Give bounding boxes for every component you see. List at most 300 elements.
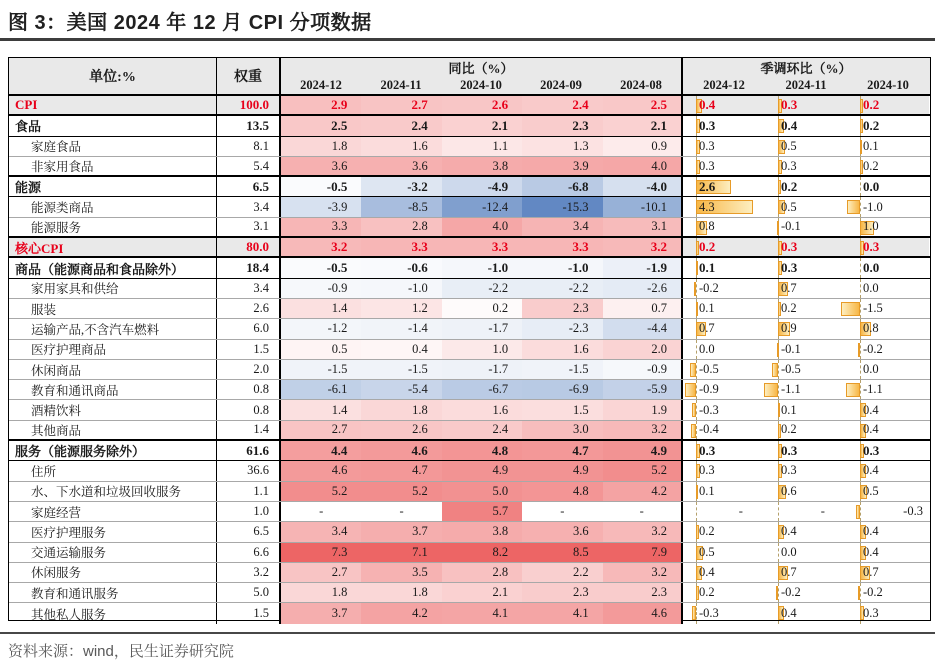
- yoy-heat-cell: 3.6: [522, 522, 602, 541]
- table-row: [9, 96, 930, 116]
- mom-bar-cell: [847, 603, 929, 623]
- yoy-heat-cell: 1.4: [281, 400, 361, 419]
- row-label: CPI: [9, 96, 217, 114]
- mom-value: 0.4: [862, 524, 879, 539]
- yoy-heat-cell: 4.6: [603, 603, 683, 623]
- mom-value: 0.4: [780, 117, 798, 133]
- weight-value: 0.8: [217, 400, 281, 419]
- yoy-heat-cell: 1.2: [361, 299, 441, 318]
- yoy-heat-cell: 7.1: [361, 543, 441, 562]
- yoy-heat-cell: 3.8: [442, 157, 522, 175]
- mom-bar-cell: [683, 502, 765, 521]
- mom-bar-cell: [683, 197, 765, 216]
- mom-bar-cell: [847, 177, 929, 196]
- bar-axis-line: [860, 258, 861, 277]
- mom-value: 0.6: [780, 483, 797, 498]
- mom-bar-cell: [847, 258, 929, 277]
- table-row: [9, 461, 930, 481]
- source-divider-line: [0, 632, 935, 634]
- yoy-heat-cell: -12.4: [442, 197, 522, 216]
- column-header-month: 2024-09: [540, 77, 582, 92]
- mom-bar-cell: [683, 360, 765, 379]
- yoy-heat-cell: 2.3: [522, 116, 602, 135]
- yoy-heat-cell: 1.4: [281, 299, 361, 318]
- data-bar: [777, 221, 779, 235]
- weight-value: 3.1: [217, 218, 281, 236]
- row-label: 教育和通讯服务: [9, 583, 217, 602]
- weight-value: 18.4: [217, 258, 281, 277]
- mom-bar-cell: [847, 340, 929, 359]
- yoy-heat-cell: 1.9: [603, 400, 683, 419]
- yoy-heat-cell: 4.6: [281, 461, 361, 480]
- mom-value: -0.9: [698, 382, 719, 397]
- yoy-heat-cell: 5.2: [603, 461, 683, 480]
- yoy-heat-cell: 8.5: [522, 543, 602, 562]
- data-bar: [858, 343, 861, 357]
- table-header: [9, 58, 930, 96]
- data-bar: [846, 383, 861, 397]
- figure-title: 图 3：美国 2024 年 12 月 CPI 分项数据: [8, 12, 372, 34]
- yoy-heat-cell: 1.6: [442, 400, 522, 419]
- yoy-heat-cell: 2.1: [442, 583, 522, 602]
- yoy-header-group: [281, 58, 683, 94]
- yoy-heat-cell: 4.9: [442, 461, 522, 480]
- yoy-heat-cell: -1.0: [522, 258, 602, 277]
- row-label: 其他商品: [9, 421, 217, 439]
- yoy-heat-cell: 3.2: [281, 238, 361, 256]
- yoy-heat-cell: 7.9: [603, 543, 683, 562]
- mom-bar-cell: [765, 522, 847, 541]
- row-label: 教育和通讯商品: [9, 380, 217, 399]
- mom-bar-cell: [847, 157, 929, 175]
- weight-value: 80.0: [217, 238, 281, 256]
- mom-value: 0.0: [862, 178, 880, 194]
- table-row: [9, 543, 930, 563]
- table-row: [9, 482, 930, 502]
- row-label: 其他私人服务: [9, 603, 217, 623]
- mom-month-row: [683, 76, 929, 94]
- yoy-heat-cell: 1.1: [442, 137, 522, 156]
- table-row: [9, 279, 930, 299]
- bar-axis-line: [860, 279, 861, 298]
- mom-value: 0.4: [698, 97, 716, 113]
- yoy-heat-cell: 4.4: [281, 441, 361, 460]
- mom-bar-cell: [765, 583, 847, 602]
- mom-bar-cell: [765, 421, 847, 439]
- data-bar: [691, 424, 696, 438]
- table-row: [9, 137, 930, 157]
- mom-value: 0.7: [780, 280, 797, 295]
- data-bar: [685, 383, 697, 397]
- mom-value: 0.1: [780, 402, 797, 417]
- mom-bar-cell: [847, 299, 929, 318]
- mom-value: -0.3: [698, 402, 719, 417]
- yoy-heat-cell: -6.9: [522, 380, 602, 399]
- mom-bar-cell: [765, 482, 847, 501]
- mom-bar-cell: [847, 441, 929, 460]
- yoy-heat-cell: 0.9: [603, 137, 683, 156]
- yoy-heat-cell: 5.2: [281, 482, 361, 501]
- yoy-heat-cell: -5.9: [603, 380, 683, 399]
- mom-value: 0.2: [698, 585, 715, 600]
- table-row: [9, 502, 930, 522]
- mom-bar-cell: [847, 522, 929, 541]
- yoy-heat-cell: 4.8: [442, 441, 522, 460]
- bar-axis-line: [696, 502, 697, 521]
- yoy-heat-cell: 4.6: [361, 441, 441, 460]
- yoy-heat-cell: 5.0: [442, 482, 522, 501]
- mom-value: -1.5: [862, 301, 883, 316]
- mom-value: 0.3: [862, 239, 880, 255]
- mom-value: -0.3: [698, 606, 719, 621]
- mom-bar-cell: [683, 583, 765, 602]
- mom-value: -0.2: [862, 585, 883, 600]
- weight-value: 3.4: [217, 197, 281, 216]
- mom-value: -0.3: [903, 504, 923, 519]
- yoy-heat-cell: 7.3: [281, 543, 361, 562]
- mom-value: -: [738, 504, 743, 519]
- yoy-heat-cell: -3.9: [281, 197, 361, 216]
- mom-bar-cell: [765, 563, 847, 582]
- table-row: [9, 299, 930, 319]
- mom-value: 0.4: [698, 564, 715, 579]
- table-row: [9, 522, 930, 542]
- yoy-heat-cell: -: [361, 502, 441, 521]
- column-header-month: 2024-12: [703, 77, 745, 92]
- yoy-heat-cell: -5.4: [361, 380, 441, 399]
- mom-bar-cell: [765, 502, 847, 521]
- yoy-heat-cell: 1.0: [442, 340, 522, 359]
- mom-value: 0.2: [698, 239, 716, 255]
- yoy-heat-cell: 5.7: [442, 502, 522, 521]
- yoy-heat-cell: 2.5: [281, 116, 361, 135]
- yoy-heat-cell: -1.0: [361, 279, 441, 298]
- table-row: [9, 441, 930, 461]
- mom-bar-cell: [683, 157, 765, 175]
- mom-bar-cell: [765, 218, 847, 236]
- mom-bar-cell: [683, 461, 765, 480]
- yoy-heat-cell: 1.6: [522, 340, 602, 359]
- yoy-heat-cell: 1.6: [361, 137, 441, 156]
- mom-header-group: [683, 58, 929, 94]
- yoy-heat-cell: -2.2: [522, 279, 602, 298]
- title-divider-line: [0, 38, 935, 41]
- weight-value: 5.4: [217, 157, 281, 175]
- data-bar: [764, 383, 779, 397]
- yoy-heat-cell: 3.6: [281, 157, 361, 175]
- column-header-month: 2024-10: [867, 77, 909, 92]
- mom-value: -0.2: [780, 585, 801, 600]
- mom-bar-cell: [683, 238, 765, 256]
- yoy-heat-cell: 1.8: [361, 400, 441, 419]
- yoy-heat-cell: -1.7: [442, 360, 522, 379]
- yoy-heat-cell: -6.7: [442, 380, 522, 399]
- table-row: [9, 116, 930, 136]
- yoy-heat-cell: 3.5: [361, 563, 441, 582]
- yoy-heat-cell: 2.6: [361, 421, 441, 439]
- mom-bar-cell: [683, 340, 765, 359]
- yoy-heat-cell: -2.2: [442, 279, 522, 298]
- weight-value: 2.6: [217, 299, 281, 318]
- weight-value: 3.4: [217, 279, 281, 298]
- weight-value: 36.6: [217, 461, 281, 480]
- row-label: 能源类商品: [9, 197, 217, 216]
- bar-axis-line: [778, 502, 779, 521]
- mom-value: 0.2: [780, 178, 798, 194]
- table-body: [9, 96, 930, 624]
- mom-bar-cell: [683, 522, 765, 541]
- yoy-heat-cell: 2.2: [522, 563, 602, 582]
- mom-value: 0.3: [780, 158, 797, 173]
- yoy-heat-cell: -1.4: [361, 319, 441, 338]
- mom-value: -0.2: [862, 341, 883, 356]
- mom-value: -1.1: [780, 382, 801, 397]
- mom-value: 0.1: [698, 483, 715, 498]
- table-row: [9, 218, 930, 238]
- mom-bar-cell: [765, 461, 847, 480]
- row-label: 水、下水道和垃圾回收服务: [9, 482, 217, 501]
- mom-value: 0.0: [862, 280, 879, 295]
- yoy-heat-cell: -1.5: [361, 360, 441, 379]
- yoy-heat-cell: 4.7: [361, 461, 441, 480]
- weight-value: 1.0: [217, 502, 281, 521]
- mom-bar-cell: [765, 279, 847, 298]
- mom-bar-cell: [683, 116, 765, 135]
- column-header-month: 2024-11: [785, 77, 827, 92]
- yoy-heat-cell: 2.7: [281, 563, 361, 582]
- mom-bar-cell: [847, 563, 929, 582]
- mom-value: 0.4: [862, 402, 879, 417]
- yoy-heat-cell: 3.4: [281, 522, 361, 541]
- mom-value: 0.8: [862, 321, 879, 336]
- mom-bar-cell: [765, 137, 847, 156]
- yoy-heat-cell: 2.4: [442, 421, 522, 439]
- mom-bar-cell: [765, 360, 847, 379]
- mom-value: -0.1: [780, 219, 801, 234]
- table-row: [9, 380, 930, 400]
- table-row: [9, 238, 930, 258]
- mom-value: 0.3: [780, 260, 798, 276]
- mom-value: 0.3: [780, 97, 798, 113]
- mom-value: 0.3: [698, 117, 716, 133]
- mom-value: 0.3: [780, 463, 797, 478]
- yoy-heat-cell: 2.8: [442, 563, 522, 582]
- mom-value: 0.1: [698, 260, 716, 276]
- yoy-heat-cell: 4.1: [522, 603, 602, 623]
- mom-bar-cell: [765, 603, 847, 623]
- yoy-heat-cell: -0.5: [281, 258, 361, 277]
- table-row: [9, 197, 930, 217]
- row-label: 非家用食品: [9, 157, 217, 175]
- mom-value: 0.1: [698, 301, 715, 316]
- weight-value: 0.8: [217, 380, 281, 399]
- row-label: 核心CPI: [9, 238, 217, 256]
- weight-value: 13.5: [217, 116, 281, 135]
- data-bar: [841, 302, 861, 316]
- weight-value: 5.0: [217, 583, 281, 602]
- data-bar: [690, 363, 697, 377]
- yoy-heat-cell: 2.9: [281, 96, 361, 114]
- yoy-heat-cell: 3.6: [361, 157, 441, 175]
- weight-value: 6.6: [217, 543, 281, 562]
- data-bar: [692, 403, 696, 417]
- bar-axis-line: [696, 340, 697, 359]
- yoy-heat-cell: -: [281, 502, 361, 521]
- mom-value: 0.1: [862, 138, 879, 153]
- yoy-heat-cell: 1.8: [281, 137, 361, 156]
- yoy-heat-cell: 0.7: [603, 299, 683, 318]
- yoy-heat-cell: 4.9: [522, 461, 602, 480]
- weight-value: 6.5: [217, 522, 281, 541]
- yoy-heat-cell: -4.4: [603, 319, 683, 338]
- mom-bar-cell: [847, 319, 929, 338]
- yoy-heat-cell: -6.8: [522, 177, 602, 196]
- mom-bar-cell: [847, 400, 929, 419]
- yoy-heat-cell: 4.2: [361, 603, 441, 623]
- row-label: 医疗护理商品: [9, 340, 217, 359]
- table-row: [9, 583, 930, 603]
- row-label: 休闲商品: [9, 360, 217, 379]
- mom-value: 0.3: [780, 239, 798, 255]
- yoy-heat-cell: 4.2: [603, 482, 683, 501]
- mom-bar-cell: [765, 258, 847, 277]
- mom-bar-cell: [683, 400, 765, 419]
- mom-bar-cell: [765, 400, 847, 419]
- yoy-heat-cell: 3.7: [281, 603, 361, 623]
- row-label: 休闲服务: [9, 563, 217, 582]
- mom-value: 1.0: [862, 219, 879, 234]
- mom-bar-cell: [683, 603, 765, 623]
- mom-bar-cell: [765, 380, 847, 399]
- mom-bar-cell: [683, 543, 765, 562]
- mom-bar-cell: [683, 137, 765, 156]
- yoy-heat-cell: 1.5: [522, 400, 602, 419]
- mom-value: -0.2: [698, 280, 719, 295]
- row-label: 能源: [9, 177, 217, 196]
- mom-value: 0.5: [780, 138, 797, 153]
- mom-bar-cell: [847, 380, 929, 399]
- weight-value: 3.2: [217, 563, 281, 582]
- table-row: [9, 157, 930, 177]
- yoy-heat-cell: 2.7: [281, 421, 361, 439]
- yoy-heat-cell: -3.2: [361, 177, 441, 196]
- yoy-heat-cell: 4.0: [442, 218, 522, 236]
- mom-bar-cell: [847, 279, 929, 298]
- mom-bar-cell: [847, 238, 929, 256]
- mom-bar-cell: [765, 340, 847, 359]
- row-label: 交通运输服务: [9, 543, 217, 562]
- yoy-heat-cell: 2.3: [603, 583, 683, 602]
- mom-bar-cell: [847, 218, 929, 236]
- mom-bar-cell: [847, 197, 929, 216]
- yoy-heat-cell: 4.9: [603, 441, 683, 460]
- row-label: 服务（能源服务除外）: [9, 441, 217, 460]
- bar-axis-line: [860, 360, 861, 379]
- data-bar: [858, 586, 861, 600]
- yoy-heat-cell: 3.3: [361, 238, 441, 256]
- yoy-heat-cell: 1.8: [281, 583, 361, 602]
- row-label: 家庭经营: [9, 502, 217, 521]
- mom-bar-cell: [765, 299, 847, 318]
- yoy-heat-cell: -0.5: [281, 177, 361, 196]
- data-bar: [776, 586, 779, 600]
- mom-value: 0.3: [862, 442, 880, 458]
- data-bar: [847, 200, 860, 214]
- mom-bar-cell: [683, 258, 765, 277]
- mom-bar-cell: [683, 563, 765, 582]
- yoy-month-row: [281, 76, 681, 94]
- mom-value: 0.7: [862, 564, 879, 579]
- yoy-heat-cell: -8.5: [361, 197, 441, 216]
- mom-value: 0.2: [862, 158, 879, 173]
- yoy-heat-cell: 5.2: [361, 482, 441, 501]
- mom-value: 0.2: [780, 422, 797, 437]
- mom-bar-cell: [847, 502, 929, 521]
- yoy-heat-cell: 0.5: [281, 340, 361, 359]
- yoy-heat-cell: 2.7: [361, 96, 441, 114]
- yoy-heat-cell: 3.8: [442, 522, 522, 541]
- yoy-heat-cell: -4.0: [603, 177, 683, 196]
- column-header-month: 2024-12: [300, 77, 342, 92]
- yoy-heat-cell: 3.3: [442, 238, 522, 256]
- yoy-heat-cell: -1.5: [522, 360, 602, 379]
- yoy-heat-cell: 2.3: [522, 583, 602, 602]
- yoy-heat-cell: 8.2: [442, 543, 522, 562]
- mom-value: 0.0: [698, 341, 715, 356]
- yoy-heat-cell: 2.6: [442, 96, 522, 114]
- mom-value: 0.0: [862, 362, 879, 376]
- yoy-heat-cell: 3.2: [603, 563, 683, 582]
- mom-value: 0.3: [698, 442, 716, 458]
- mom-value: 0.5: [862, 483, 879, 498]
- row-label: 商品（能源商品和食品除外）: [9, 258, 217, 277]
- mom-bar-cell: [683, 218, 765, 236]
- table-row: [9, 177, 930, 197]
- mom-value: 0.0: [862, 260, 880, 276]
- table-row: [9, 603, 930, 623]
- column-header-month: 2024-11: [380, 77, 422, 92]
- yoy-heat-cell: 3.3: [522, 238, 602, 256]
- mom-value: 4.3: [698, 199, 715, 214]
- table-row: [9, 360, 930, 380]
- mom-value: 0.5: [698, 544, 715, 559]
- mom-value: 0.2: [862, 117, 880, 133]
- yoy-heat-cell: 2.0: [603, 340, 683, 359]
- mom-value: 0.0: [780, 544, 797, 559]
- yoy-heat-cell: -: [522, 502, 602, 521]
- mom-bar-cell: [683, 380, 765, 399]
- weight-value: 100.0: [217, 96, 281, 114]
- mom-value: 0.4: [780, 606, 797, 621]
- mom-value: 2.6: [698, 178, 716, 194]
- yoy-heat-cell: -2.6: [603, 279, 683, 298]
- yoy-heat-cell: 3.9: [522, 157, 602, 175]
- column-header-month: 2024-08: [620, 77, 662, 92]
- mom-value: 0.8: [698, 219, 715, 234]
- yoy-heat-cell: -1.7: [442, 319, 522, 338]
- data-bar: [772, 363, 779, 377]
- yoy-heat-cell: -0.9: [603, 360, 683, 379]
- yoy-heat-cell: -15.3: [522, 197, 602, 216]
- weight-value: 8.1: [217, 137, 281, 156]
- mom-bar-cell: [683, 441, 765, 460]
- mom-bar-cell: [683, 319, 765, 338]
- mom-bar-cell: [847, 137, 929, 156]
- mom-value: 0.3: [698, 463, 715, 478]
- yoy-heat-cell: -: [603, 502, 683, 521]
- mom-value: -1.0: [862, 199, 883, 214]
- mom-value: -0.1: [780, 341, 801, 356]
